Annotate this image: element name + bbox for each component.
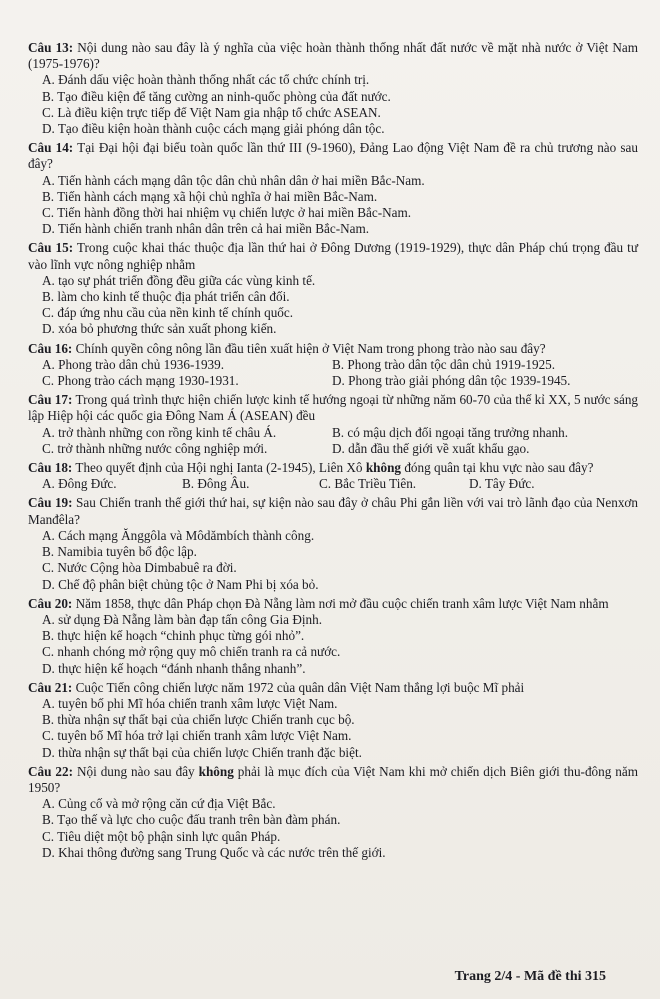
option-b: B. thực hiện kế hoạch “chinh phục từng gói nhỏ”. xyxy=(42,628,305,644)
option-c: C. đáp ứng nhu cầu của nền kinh tế chính quốc. xyxy=(42,305,294,321)
option-b: B. Tạo thế và lực cho cuộc đấu tranh trên bàn đàm phán. xyxy=(42,812,341,828)
option-b: B. Phong trào dân tộc dân chủ 1919-1925. xyxy=(332,356,556,372)
option-a: A. Đông Đức. xyxy=(42,476,117,492)
option-c: C. Là điều kiện trực tiếp để Việt Nam gia nhập tổ chức ASEAN. xyxy=(42,104,381,120)
question-18 xyxy=(28,460,638,492)
option-d: D. thừa nhận sự thất bại của chiến lược Chiến tranh đặc biệt. xyxy=(42,744,362,760)
question-label: Câu 13: xyxy=(28,40,74,55)
option-a: A. Phong trào dân chủ 1936-1939. xyxy=(42,356,225,372)
option-d: D. Tiến hành chiến tranh nhân dân trên cả hai miền Bắc-Nam. xyxy=(42,221,370,237)
question-label: Câu 20: xyxy=(28,595,73,611)
question-text: Chính quyền công nông lần đầu tiên xuất hiện ở Việt Nam trong phong trào nào sau đây? xyxy=(72,340,546,356)
option-c: C. Nước Cộng hòa Dimbabuê ra đời. xyxy=(42,560,237,576)
option-d: D. Chế độ phân biệt chủng tộc ở Nam Phi bị xóa bỏ. xyxy=(42,576,319,592)
question-text: Tại Đại hội đại biểu toàn quốc lần thứ III (9-1960), Đảng Lao động Việt Nam đề ra chủ trương nào sau đây? xyxy=(28,140,639,172)
question-label: Câu 16: xyxy=(28,340,73,356)
question-text-end: đóng quân tại khu vực nào sau đây? xyxy=(401,460,594,476)
option-c: C. Phong trào cách mạng 1930-1931. xyxy=(42,373,239,389)
option-d: D. Tây Đức. xyxy=(469,476,535,492)
option-d: D. dẫn đầu thế giới về xuất khẩu gạo. xyxy=(332,440,530,456)
question-21 xyxy=(28,680,638,761)
option-c: C. trở thành những nước công nghiệp mới. xyxy=(42,440,268,456)
option-d: D. Phong trào giải phóng dân tộc 1939-1945. xyxy=(332,373,571,389)
option-b: B. Đông Âu. xyxy=(182,476,250,492)
question-label: Câu 14: xyxy=(28,140,74,156)
emphasis-not: không xyxy=(365,460,402,476)
question-text: Nội dung nào sau đây xyxy=(73,763,199,779)
question-label: Câu 15: xyxy=(28,240,74,256)
question-19 xyxy=(28,495,638,592)
option-c: C. nhanh chóng mở rộng quy mô chiến tranh ra cả nước. xyxy=(42,644,341,660)
question-label: Câu 17: xyxy=(28,392,73,408)
question-13 xyxy=(28,40,638,137)
option-a: A. Củng cố và mở rộng căn cứ địa Việt Bắc. xyxy=(42,796,276,812)
question-label: Câu 18: xyxy=(28,460,73,476)
option-d: D. xóa bỏ phương thức sản xuất phong kiến. xyxy=(42,321,277,337)
question-20 xyxy=(28,596,638,677)
option-b: B. làm cho kinh tế thuộc địa phát triển cân đối. xyxy=(42,289,290,305)
option-b: B. Tạo điều kiện để tăng cường an ninh-quốc phòng của đất nước. xyxy=(42,88,391,104)
option-b: B. có mậu dịch đối ngoại tăng trưởng nhanh. xyxy=(332,424,569,440)
option-a: A. Tiến hành cách mạng dân tộc dân chủ nhân dân ở hai miền Bắc-Nam. xyxy=(42,172,425,188)
option-a: A. Đánh dấu việc hoàn thành thống nhất các tổ chức chính trị. xyxy=(42,72,370,88)
option-c: C. Bắc Triều Tiên. xyxy=(319,476,417,492)
option-c: C. Tiến hành đồng thời hai nhiệm vụ chiến lược ở hai miền Bắc-Nam. xyxy=(42,205,412,221)
option-a: A. Cách mạng Ănggôla và Môdămbích thành công. xyxy=(42,527,315,543)
question-text: Theo quyết định của Hội nghị Ianta (2-1945), Liên Xô xyxy=(72,460,366,476)
option-c: C. tuyên bố Mĩ hóa trở lại chiến tranh xâm lược Việt Nam. xyxy=(42,728,352,744)
option-b: B. Namibia tuyên bố độc lập. xyxy=(42,544,197,560)
option-a: A. tuyên bố phi Mĩ hóa chiến tranh xâm lược Việt Nam. xyxy=(42,695,338,711)
option-a: A. trở thành những con rồng kinh tế châu Á. xyxy=(42,424,277,440)
page-footer: Trang 2/4 - Mã đề thi 315 xyxy=(454,969,606,984)
question-15 xyxy=(28,240,638,337)
question-label: Câu 22: xyxy=(28,763,73,779)
option-d: D. Khai thông đường sang Trung Quốc và các nước trên thế giới. xyxy=(42,844,386,860)
question-label: Câu 21: xyxy=(28,679,73,695)
option-d: D. Tạo điều kiện hoàn thành cuộc cách mạng giải phóng dân tộc. xyxy=(42,121,385,137)
question-text: Trong quá trình thực hiện chiến lược kinh tế hướng ngoại từ những năm 60-70 của thế kỉ XX, 5 nước sáng lập Hiệp hội các quốc gia Đông Nam Á (ASEAN) đều xyxy=(28,392,639,424)
question-text: Trong cuộc khai thác thuộc địa lần thứ hai ở Đông Dương (1919-1929), thực dân Pháp chú trọng đầu tư vào lĩnh vực nông nghiệp nhằm xyxy=(28,240,638,272)
option-b: B. Tiến hành cách mạng xã hội chủ nghĩa ở hai miền Bắc-Nam. xyxy=(42,188,378,204)
option-c: C. Tiêu diệt một bộ phận sinh lực quân Pháp. xyxy=(42,828,281,844)
question-16 xyxy=(28,341,638,390)
question-text: Sau Chiến tranh thế giới thứ hai, sự kiện nào sau đây ở châu Phi gắn liền với vai trò lãnh đạo của Nenxơn Manđêla? xyxy=(28,495,638,527)
question-14 xyxy=(28,140,638,237)
question-text: Nội dung nào sau đây là ý nghĩa của việc hoàn thành thống nhất đất nước về mặt nhà nước ở Việt Nam (1975-1976)? xyxy=(28,40,638,72)
question-17 xyxy=(28,392,638,457)
emphasis-not: không xyxy=(198,763,234,779)
question-22 xyxy=(28,764,638,861)
question-text: Năm 1858, thực dân Pháp chọn Đà Nẵng làm nơi mở đầu cuộc chiến tranh xâm lược Việt Nam nhằm xyxy=(72,595,609,611)
option-a: A. tạo sự phát triển đồng đều giữa các vùng kinh tế. xyxy=(42,272,316,288)
question-label: Câu 19: xyxy=(28,495,73,511)
option-a: A. sử dụng Đà Nẵng làm bàn đạp tấn công Gia Định. xyxy=(42,611,322,627)
option-d: D. thực hiện kế hoạch “đánh nhanh thắng nhanh”. xyxy=(42,660,306,676)
question-text-end: phải là mục đích của Việt Nam khi mở chiến dịch Biên giới thu-đông năm 1950? xyxy=(28,763,638,795)
question-text: Cuộc Tiến công chiến lược năm 1972 của quân dân Việt Nam thắng lợi buộc Mĩ phải xyxy=(72,679,525,695)
option-b: B. thừa nhận sự thất bại của chiến lược Chiến tranh cục bộ. xyxy=(42,712,355,728)
